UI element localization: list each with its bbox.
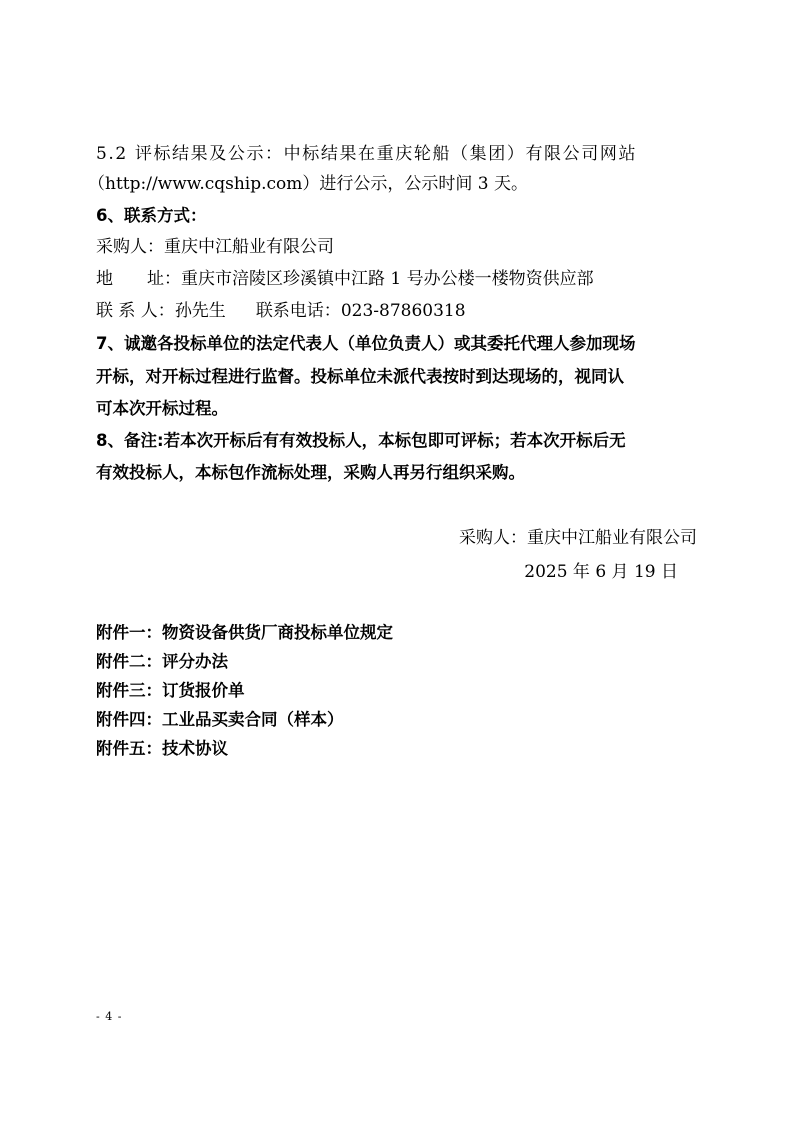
attachment-item-4: 附件四：工业品买卖合同（样本）	[96, 710, 344, 729]
contact-label: 联 系 人：	[96, 301, 175, 321]
signature-buyer: 采购人：重庆中江船业有限公司	[459, 528, 697, 548]
section-7-line-2: 开标，对开标过程进行监督。投标单位未派代表按时到达现场的，视同认	[96, 367, 624, 386]
attachment-item-3: 附件三：订货报价单	[96, 681, 245, 700]
buyer-row	[96, 236, 334, 258]
address-label-first: 地	[96, 269, 113, 289]
page-number: - 4 -	[96, 1010, 123, 1023]
address-value: 重庆市涪陵区珍溪镇中江路 1 号办公楼一楼物资供应部	[181, 269, 594, 289]
section-5-2-line-1: 5.2 评标结果及公示：中标结果在重庆轮船（集团）有限公司网站	[96, 144, 638, 164]
attachment-item-2: 附件二：评分办法	[96, 652, 228, 671]
buyer-label: 采购人：	[96, 237, 164, 257]
section-7-line-1: 7、诚邀各投标单位的法定代表人（单位负责人）或其委托代理人参加现场	[96, 334, 636, 353]
section-6-heading: 6、联系方式：	[96, 206, 207, 225]
address-row	[96, 268, 594, 290]
section-8-line-1: 8、备注:若本次开标后有有效投标人，本标包即可评标；若本次开标后无	[96, 431, 626, 450]
contact-row	[96, 300, 466, 322]
section-8-line-2: 有效投标人，本标包作流标处理，采购人再另行组织采购。	[96, 463, 525, 482]
attachment-item-5: 附件五：技术协议	[96, 739, 228, 758]
phone-label: 联系电话：	[255, 301, 341, 321]
address-label-second: 址：	[147, 269, 181, 289]
section-7-line-3: 可本次开标过程。	[96, 399, 228, 418]
attachment-item-1: 附件一：物资设备供货厂商投标单位规定	[96, 623, 393, 642]
phone-value: 023-87860318	[340, 301, 466, 321]
buyer-value: 重庆中江船业有限公司	[164, 237, 334, 257]
section-5-2-line-2: （http://www.cqship.com）进行公示，公示时间 3 天。	[88, 174, 529, 194]
contact-value: 孙先生	[174, 301, 226, 321]
signature-date: 2025 年 6 月 19 日	[524, 562, 678, 582]
